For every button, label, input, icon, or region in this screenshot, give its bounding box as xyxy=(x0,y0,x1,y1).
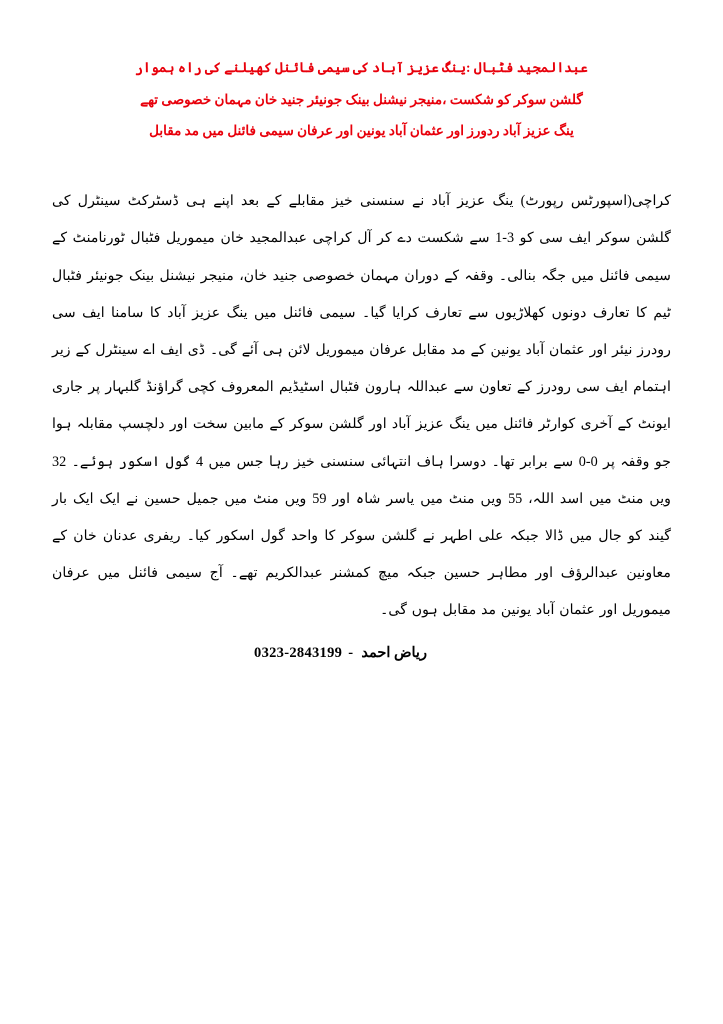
reporter-name: ریاض احمد xyxy=(361,644,427,661)
signature-separator: - xyxy=(348,644,354,661)
article-paragraph xyxy=(52,183,671,629)
headline-group xyxy=(0,0,723,147)
headline-line-2: گلشن سوکر کو شکست ،منیجر نیشنل بینک جونیئر جنید خان مہمان خصوصی تھے xyxy=(140,91,583,107)
reporter-phone: 0323-2843199 xyxy=(254,644,343,661)
article-body xyxy=(0,147,723,629)
datelineature: کراچی(اسپورٹس رپورٹ) xyxy=(520,193,672,210)
headline-line-3: ینگ عزیز آباد ردورز اور عثمان آباد یونین اور عرفان سیمی فائنل میں مد مقابل xyxy=(149,123,574,139)
headline-line-1: عبدالمجید فٹبال :ینگ عزیز آباد کی سیمی فائنل کھیلنے کی راہ ہموار xyxy=(135,60,588,75)
article-paragraph-text: ینگ عزیز آباد نے سنسنی خیز مقابلے کے بعد اپنے ہی ڈسٹرکٹ سینٹرل کی گلشن سوکر ایف سی کو 3-1 سے شکست دے کر آل کراچی عبدالمجید خان میموریل فٹبال ٹورنامنٹ کے سیمی فائنل میں جگہ بنالی۔ وقفہ کے دوران مہمان خصوصی جنید خان، منیجر نیشنل بینک جونیئر فٹبال ٹیم کا تعارف دونوں کھلاڑیوں سے تعارف کرایا گیا۔ سیمی فائنل میں ینگ عزیز آباد کا سامنا ایف سی رودرز نیئر اور عثمان آباد یونین کے مد مقابل عرفان میموریل لائن ہی آئے گی۔ ڈی ایف اے سینٹرل کے زیر اہتمام ایف سی رودرز کے تعاون سے عبداللہ ہارون فٹبال اسٹیڈیم المعروف کچی گراؤنڈ گلبہار پر جاری ایونٹ کے آخری کوارٹر فائنل میں ینگ عزیز آباد اور گلشن سوکر کے مابین سخت اور دلچسپ مقابلہ ہوا جو وقفہ پر 0-0 سے برابر تھا۔ دوسرا ہاف انتہائی سنسنی خیز رہا جس میں 4 گول اسکور ہوئے۔ 32 ویں منٹ میں اسد اللہ، 55 ویں منٹ میں یاسر شاہ اور 59 ویں منٹ میں جمیل حسین نے ایک ایک بار گیند کو جال میں ڈالا جبکہ علی اطہر نے گلشن سوکر کا واحد گول اسکور کیا۔ ریفری عدنان خان کے معاونین عبدالرؤف اور مطاہر حسین جبکہ میچ کمشنر عبدالکریم تھے۔ آج سیمی فائنل میں عرفان میموریل اور عثمان آباد یونین مد مقابل ہوں گی۔ xyxy=(52,193,671,619)
signature-group xyxy=(0,630,723,662)
signature-line xyxy=(254,645,429,662)
